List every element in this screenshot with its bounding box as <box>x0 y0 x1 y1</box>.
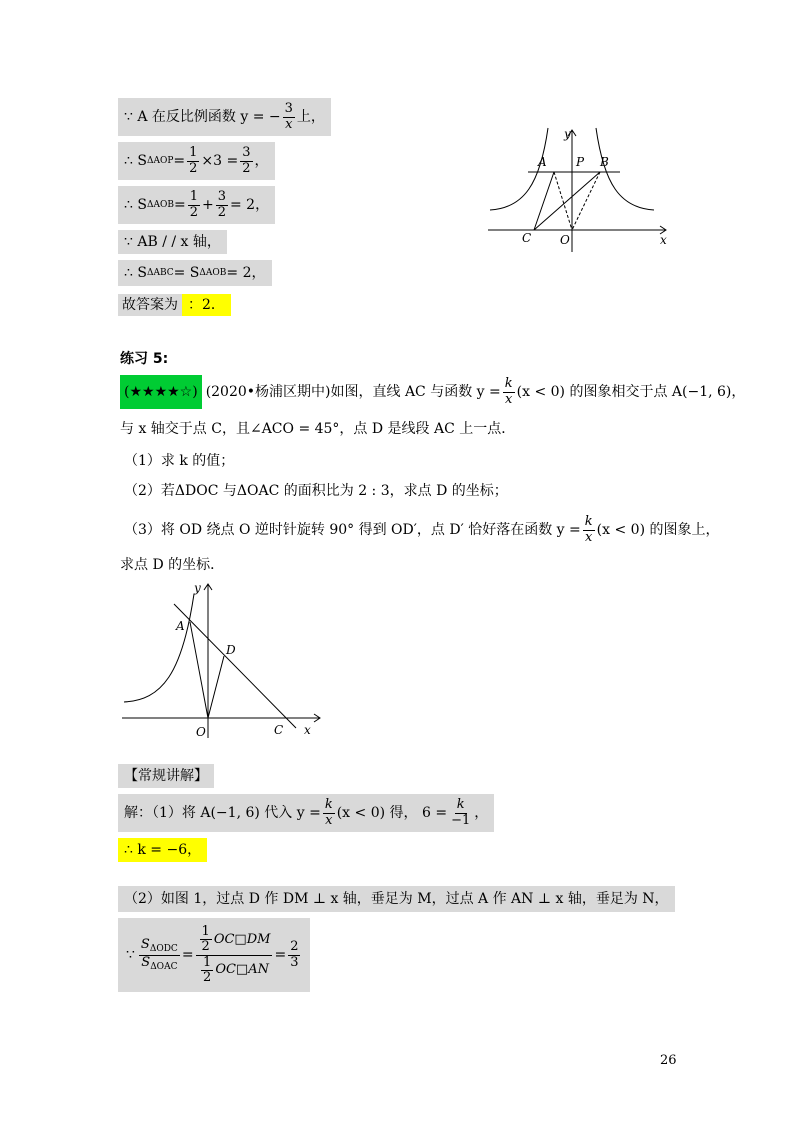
solution-line-5: ∴ S ΔABC = S ΔAOB = 2， <box>118 260 272 286</box>
label-D: D <box>226 643 236 657</box>
question-3-line-2: 求点 D 的坐标． <box>120 557 225 573</box>
question-2: （2）若ΔDOC 与ΔOAC 的面积比为 2 : 3，求点 D 的坐标； <box>124 483 508 499</box>
exercise-title: 练习 5: <box>120 351 169 367</box>
label-A: A <box>176 619 185 633</box>
solution-line-4: ∵ AB / / x 轴， <box>118 230 227 254</box>
label-C: C <box>522 231 532 245</box>
solution-heading: 【常规讲解】 <box>118 764 214 788</box>
label-P: P <box>576 155 585 169</box>
label-C: C <box>274 723 284 737</box>
label-y: y <box>564 127 571 141</box>
label-x: x <box>304 723 311 737</box>
solution-line-3: ∴ S ΔAOB = $\frac{1}{2}$ + $\frac{3}{2}$ = 2， <box>118 186 275 224</box>
label-O: O <box>560 233 570 247</box>
exercise-line-1: (★★★★☆) (2020•杨浦区期中)如图，直线 AC 与函数 y = $\frac{k}{x}$ (x < 0) 的图象相交于点 A(−1, 6)， <box>120 374 745 410</box>
label-B: B <box>600 155 609 169</box>
figure-line-hyperbola <box>118 578 328 740</box>
figure-hyperbola-triangles <box>484 124 674 254</box>
solution-result-k: ∴ k = −6， <box>118 838 207 862</box>
solution-line-2: ∴ S ΔAOP = $\frac{1}{2}$ ×3 = $\frac{3}{2}$ ， <box>118 142 275 180</box>
answer-line: 故答案为 ：2． <box>118 292 231 318</box>
question-1: （1）求 k 的值； <box>124 453 235 469</box>
question-3: （3）将 OD 绕点 O 逆时针旋转 90° 得到 OD′，点 D′ 恰好落在函数 y = $\frac{k}{x}$ (x < 0) 的图象上， <box>124 514 720 545</box>
solution-line-1: ∵ A 在反比例函数 y = − $\frac{3}{x}$ 上， <box>118 98 331 136</box>
label-O: O <box>196 725 206 739</box>
label-A: A <box>538 155 547 169</box>
label-x: x <box>660 233 667 247</box>
solution-step-1: 解：（1）将 A(−1, 6) 代入 y = $\frac{k}{x}$ (x < 0) 得， 6 = $\frac{k}{-1}$ ， <box>118 794 494 832</box>
solution-area-ratio: ∵ $\frac{S_{\Delta ODC}}{S_{\Delta OAC}}$ = $\frac{1}{2}$ OC□DM $\frac{1}{2}$ OC□AN = $\frac{2}{3}$ <box>118 918 310 992</box>
label-y: y <box>194 581 201 595</box>
page-number: 26 <box>660 1053 677 1068</box>
solution-step-2: （2）如图 1，过点 D 作 DM ⊥ x 轴，垂足为 M，过点 A 作 AN ⊥ x 轴，垂足为 N， <box>118 886 675 912</box>
difficulty-stars: (★★★★☆) <box>120 375 202 409</box>
exercise-line-2: 与 x 轴交于点 C，且∠ACO = 45°，点 D 是线段 AC 上一点． <box>120 421 516 437</box>
